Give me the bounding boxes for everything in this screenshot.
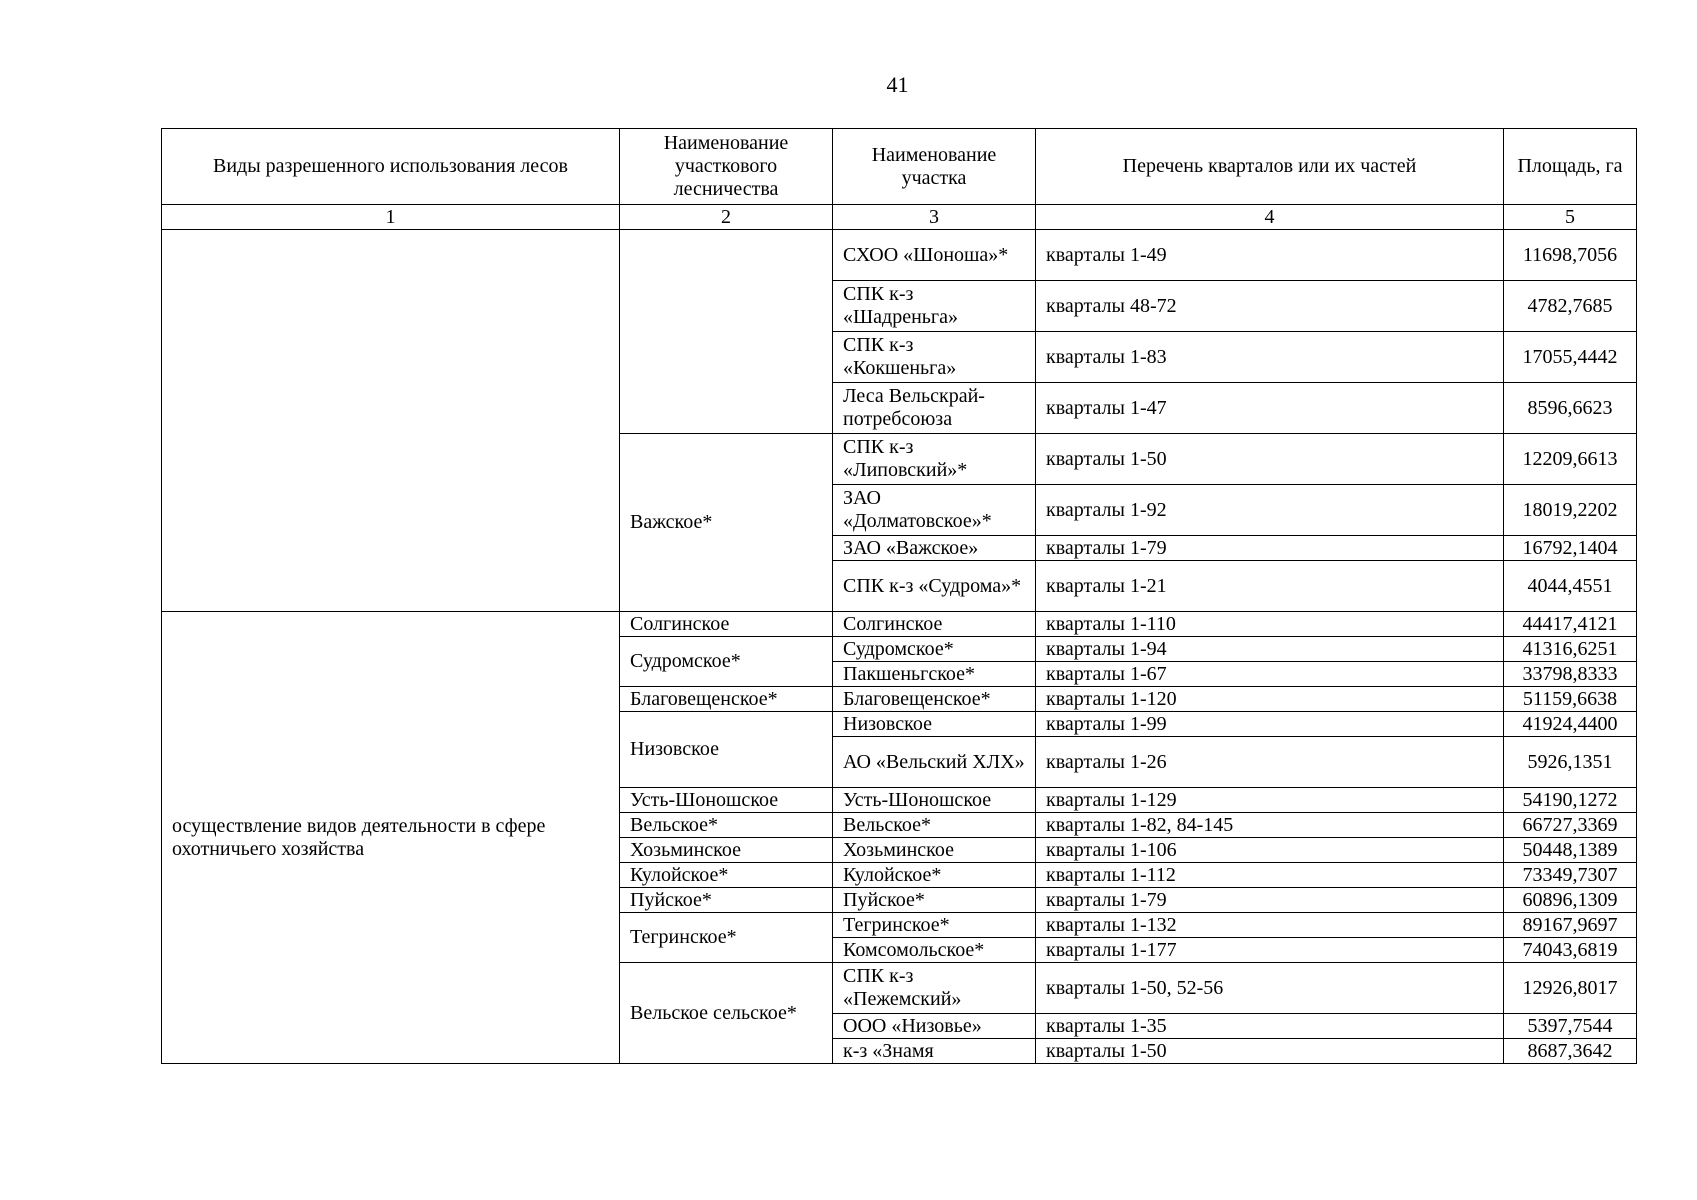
quarters-cell: кварталы 1-79 — [1036, 536, 1504, 561]
forest-use-table — [161, 128, 1637, 1064]
site-cell: Благовещенское* — [833, 687, 1036, 712]
forestry-cell: Вельское* — [620, 813, 833, 838]
area-cell: 54190,1272 — [1504, 788, 1637, 813]
quarters-cell: кварталы 1-67 — [1036, 662, 1504, 687]
table-row — [162, 230, 1637, 281]
site-cell: Кулойское* — [833, 863, 1036, 888]
column-number: 4 — [1036, 205, 1504, 230]
quarters-cell: кварталы 1-49 — [1036, 230, 1504, 281]
quarters-cell: кварталы 1-177 — [1036, 938, 1504, 963]
area-cell: 12926,8017 — [1504, 963, 1637, 1014]
quarters-cell: кварталы 1-50 — [1036, 1039, 1504, 1064]
quarters-cell: кварталы 1-94 — [1036, 637, 1504, 662]
forestry-cell: Кулойское* — [620, 863, 833, 888]
site-cell: Тегринское* — [833, 913, 1036, 938]
forestry-cell: Низовское — [620, 712, 833, 788]
column-number: 2 — [620, 205, 833, 230]
area-cell: 44417,4121 — [1504, 612, 1637, 637]
site-cell: Хозьминское — [833, 838, 1036, 863]
column-number: 3 — [833, 205, 1036, 230]
header-site: Наименование участка — [833, 129, 1036, 205]
site-cell: Пакшеньгское* — [833, 662, 1036, 687]
site-cell: СПК к-з «Шадреньга» — [833, 281, 1036, 332]
quarters-cell: кварталы 48-72 — [1036, 281, 1504, 332]
forestry-cell: Благовещенское* — [620, 687, 833, 712]
site-cell: Пуйское* — [833, 888, 1036, 913]
site-cell: СХОО «Шоноша»* — [833, 230, 1036, 281]
header-forestry: Наименование участкового лесничества — [620, 129, 833, 205]
area-cell: 74043,6819 — [1504, 938, 1637, 963]
quarters-cell: кварталы 1-47 — [1036, 383, 1504, 434]
forestry-cell: Пуйское* — [620, 888, 833, 913]
column-number-row — [162, 205, 1637, 230]
area-cell: 8687,3642 — [1504, 1039, 1637, 1064]
site-cell: Леса Вельскрай-потребсоюза — [833, 383, 1036, 434]
quarters-cell: кварталы 1-110 — [1036, 612, 1504, 637]
forestry-cell: Усть-Шоношское — [620, 788, 833, 813]
quarters-cell: кварталы 1-129 — [1036, 788, 1504, 813]
area-cell: 60896,1309 — [1504, 888, 1637, 913]
header-row — [162, 129, 1637, 205]
header-area: Площадь, га — [1504, 129, 1637, 205]
site-cell: СПК к-з «Кокшеньга» — [833, 332, 1036, 383]
area-cell: 18019,2202 — [1504, 485, 1637, 536]
site-cell: к-з «Знамя — [833, 1039, 1036, 1064]
quarters-cell: кварталы 1-99 — [1036, 712, 1504, 737]
area-cell: 12209,6613 — [1504, 434, 1637, 485]
quarters-cell: кварталы 1-50, 52-56 — [1036, 963, 1504, 1014]
area-cell: 50448,1389 — [1504, 838, 1637, 863]
forestry-cell — [620, 230, 833, 434]
area-cell: 4782,7685 — [1504, 281, 1637, 332]
quarters-cell: кварталы 1-79 — [1036, 888, 1504, 913]
header-quarters: Перечень кварталов или их частей — [1036, 129, 1504, 205]
area-cell: 33798,8333 — [1504, 662, 1637, 687]
header-permitted-use: Виды разрешенного использования лесов — [162, 129, 620, 205]
area-cell: 66727,3369 — [1504, 813, 1637, 838]
forestry-cell: Важское* — [620, 434, 833, 612]
area-cell: 11698,7056 — [1504, 230, 1637, 281]
quarters-cell: кварталы 1-106 — [1036, 838, 1504, 863]
site-cell: ЗАО «Важское» — [833, 536, 1036, 561]
quarters-cell: кварталы 1-132 — [1036, 913, 1504, 938]
column-number: 5 — [1504, 205, 1637, 230]
quarters-cell: кварталы 1-35 — [1036, 1014, 1504, 1039]
site-cell: Солгинское — [833, 612, 1036, 637]
forestry-cell: Хозьминское — [620, 838, 833, 863]
area-cell: 73349,7307 — [1504, 863, 1637, 888]
area-cell: 51159,6638 — [1504, 687, 1637, 712]
area-cell: 41316,6251 — [1504, 637, 1637, 662]
site-cell: ЗАО «Долматовское»* — [833, 485, 1036, 536]
forestry-cell: Судромское* — [620, 637, 833, 687]
area-cell: 17055,4442 — [1504, 332, 1637, 383]
forestry-cell: Вельское сельское* — [620, 963, 833, 1064]
quarters-cell: кварталы 1-112 — [1036, 863, 1504, 888]
site-cell: Низовское — [833, 712, 1036, 737]
area-cell: 16792,1404 — [1504, 536, 1637, 561]
permitted-use-cell: осуществление видов деятельности в сфере охотничьего хозяйства — [162, 612, 620, 1064]
quarters-cell: кварталы 1-21 — [1036, 561, 1504, 612]
table-row — [162, 612, 1637, 637]
area-cell: 41924,4400 — [1504, 712, 1637, 737]
quarters-cell: кварталы 1-92 — [1036, 485, 1504, 536]
area-cell: 5397,7544 — [1504, 1014, 1637, 1039]
forestry-cell: Тегринское* — [620, 913, 833, 963]
quarters-cell: кварталы 1-83 — [1036, 332, 1504, 383]
quarters-cell: кварталы 1-120 — [1036, 687, 1504, 712]
area-cell: 89167,9697 — [1504, 913, 1637, 938]
quarters-cell: кварталы 1-50 — [1036, 434, 1504, 485]
quarters-cell: кварталы 1-82, 84-145 — [1036, 813, 1504, 838]
quarters-cell: кварталы 1-26 — [1036, 737, 1504, 788]
site-cell: АО «Вельский ХЛХ» — [833, 737, 1036, 788]
area-cell: 4044,4551 — [1504, 561, 1637, 612]
site-cell: СПК к-з «Пежемский» — [833, 963, 1036, 1014]
column-number: 1 — [162, 205, 620, 230]
site-cell: Комсомольское* — [833, 938, 1036, 963]
site-cell: СПК к-з «Липовский»* — [833, 434, 1036, 485]
site-cell: Вельское* — [833, 813, 1036, 838]
forestry-cell: Солгинское — [620, 612, 833, 637]
site-cell: СПК к-з «Судрома»* — [833, 561, 1036, 612]
page-number: 41 — [886, 72, 909, 97]
site-cell: Судромское* — [833, 637, 1036, 662]
area-cell: 5926,1351 — [1504, 737, 1637, 788]
site-cell: Усть-Шоношское — [833, 788, 1036, 813]
site-cell: ООО «Низовье» — [833, 1014, 1036, 1039]
area-cell: 8596,6623 — [1504, 383, 1637, 434]
permitted-use-cell — [162, 230, 620, 612]
